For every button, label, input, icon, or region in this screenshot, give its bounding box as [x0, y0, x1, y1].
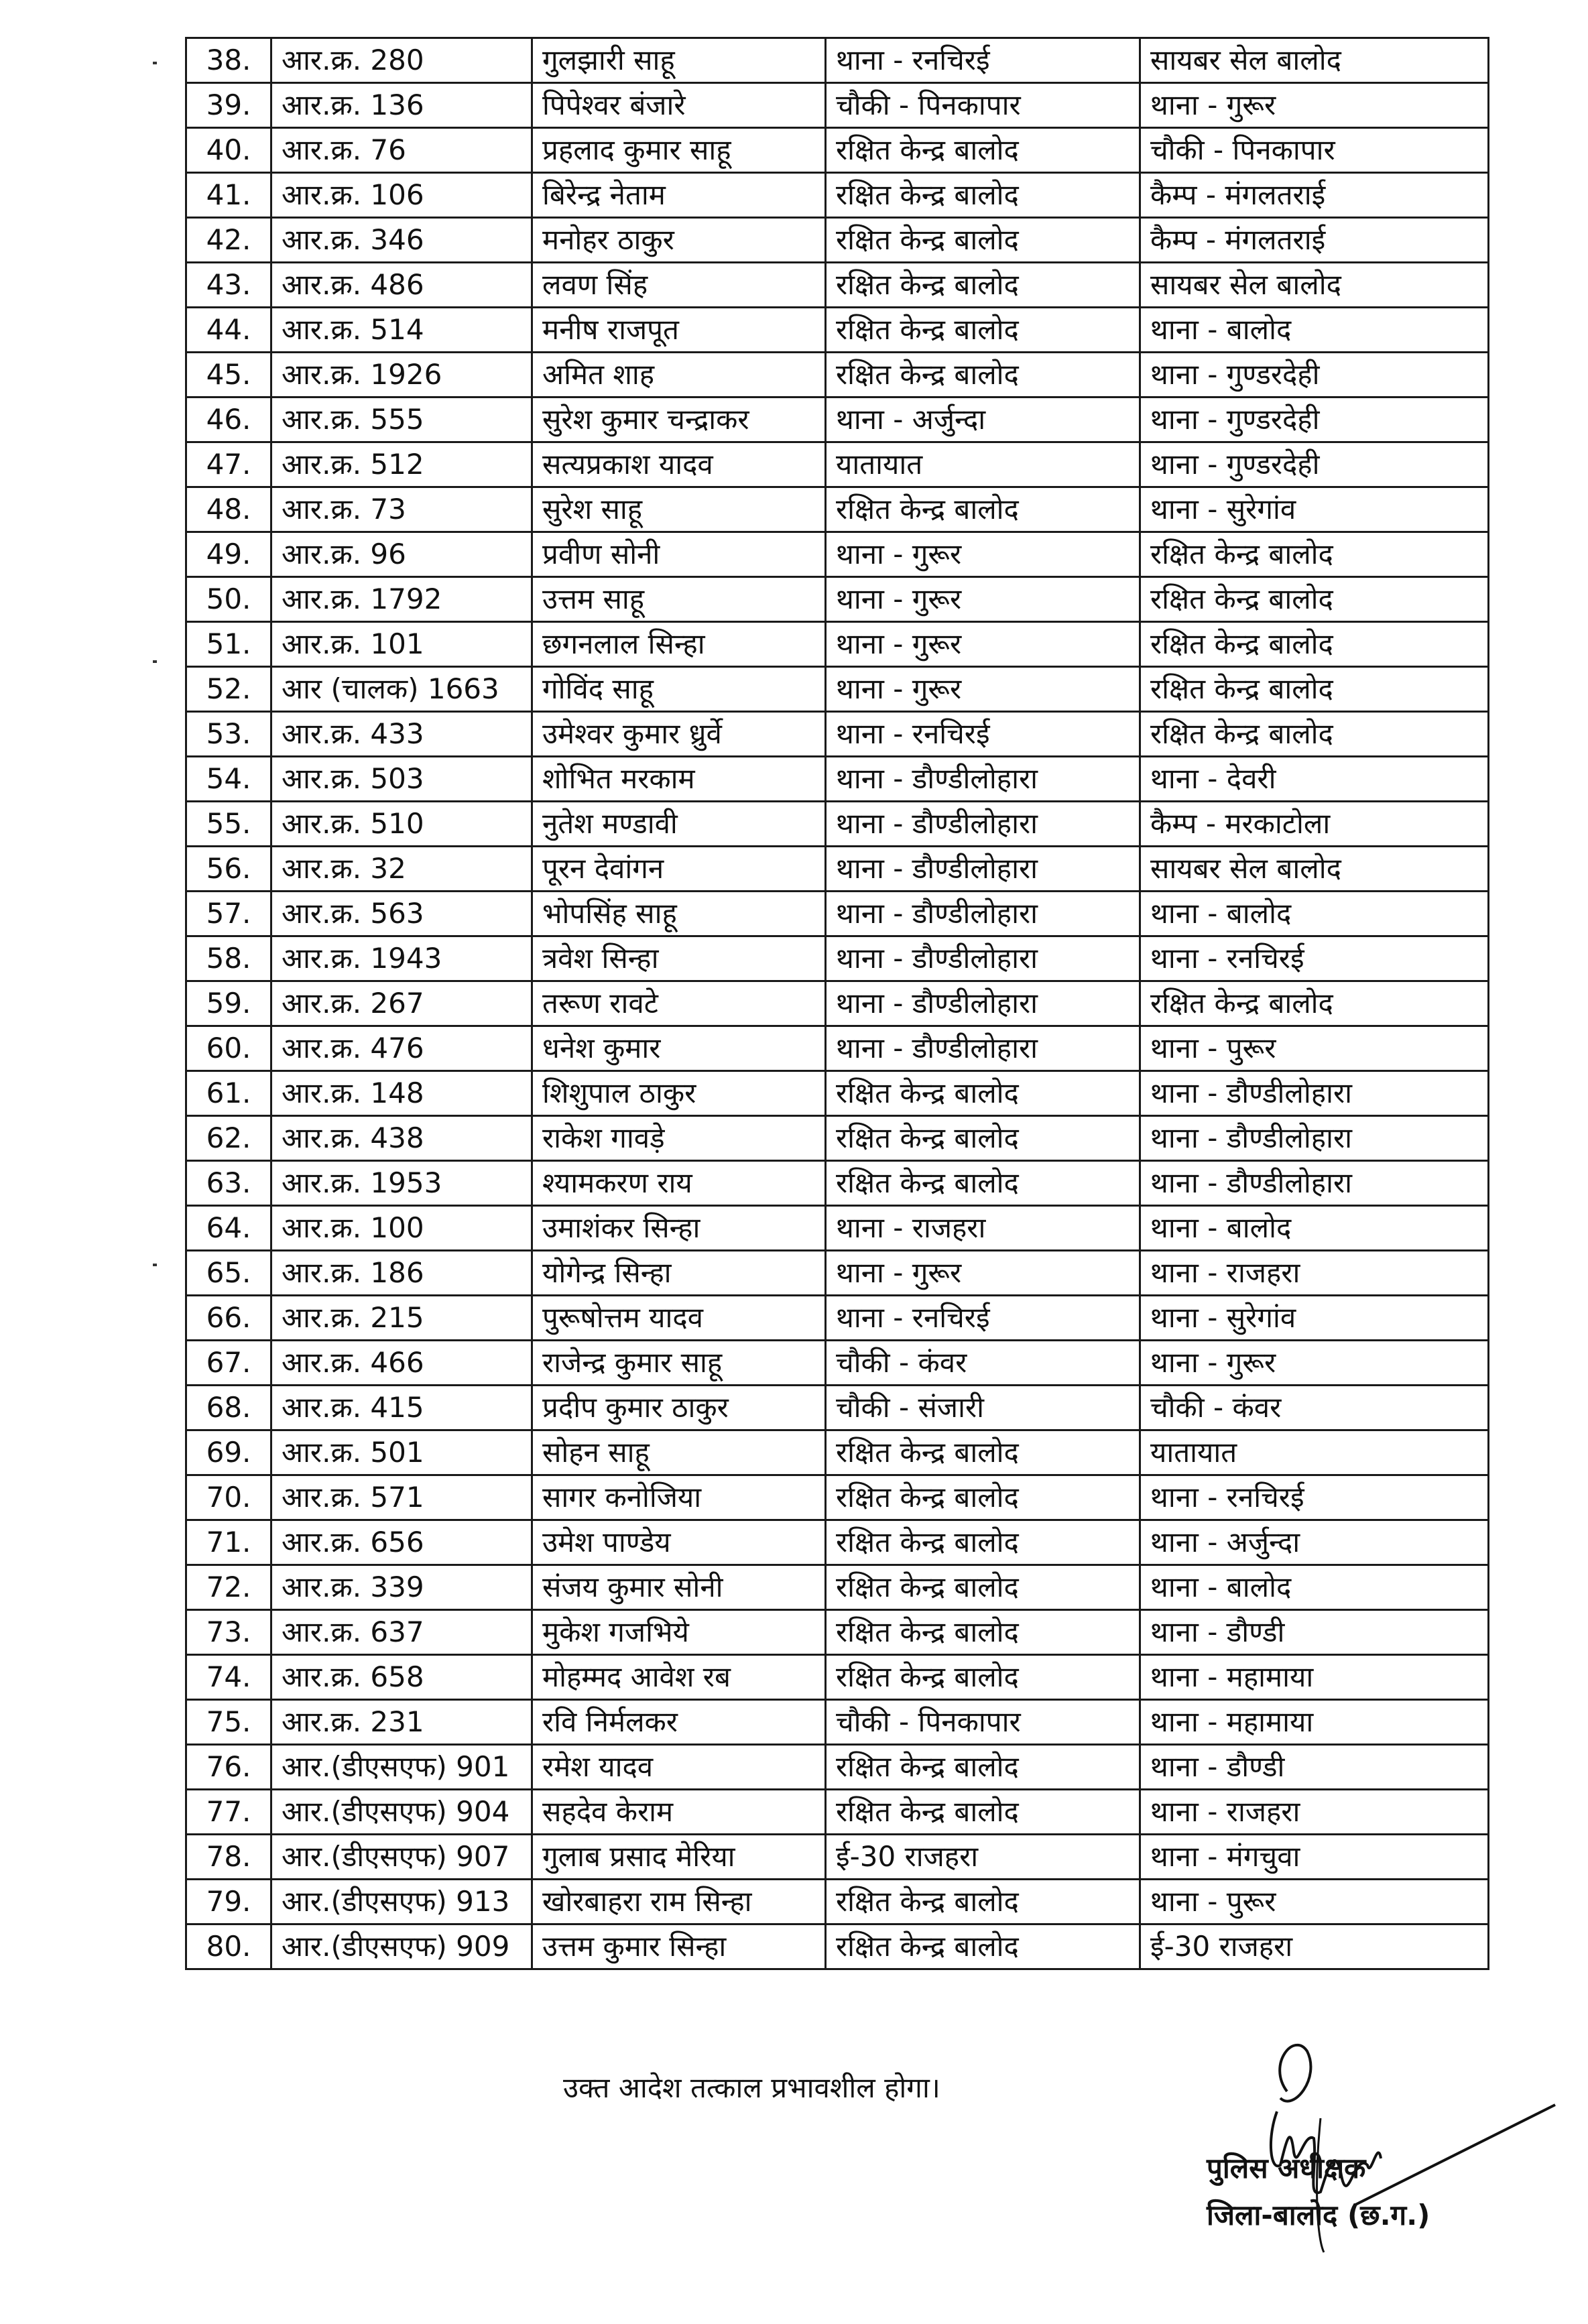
current-posting-cell: रक्षित केन्द्र बालोद [826, 1161, 1140, 1206]
serial-number-cell: 54. [186, 757, 271, 802]
new-posting-cell: थाना - सुरेगांव [1140, 1296, 1489, 1341]
current-posting-cell: थाना - रनचिरई [826, 1296, 1140, 1341]
employee-name-cell: श्यामकरण राय [532, 1161, 826, 1206]
current-posting-cell: थाना - डौण्डीलोहारा [826, 1026, 1140, 1071]
employee-name-cell: प्रवीण सोनी [532, 532, 826, 577]
new-posting-cell: थाना - डौण्डी [1140, 1610, 1489, 1655]
rank-number-cell: आर.क्र. 106 [271, 173, 532, 218]
new-posting-cell: थाना - देवरी [1140, 757, 1489, 802]
rank-number-cell: आर.क्र. 503 [271, 757, 532, 802]
new-posting-cell: रक्षित केन्द्र बालोद [1140, 622, 1489, 667]
rank-number-cell: आर.क्र. 267 [271, 981, 532, 1026]
rank-number-cell: आर.क्र. 231 [271, 1700, 532, 1745]
signatory-title: पुलिस अधीक्षक [1207, 2152, 1366, 2185]
new-posting-cell: थाना - राजहरा [1140, 1251, 1489, 1296]
serial-number-cell: 47. [186, 442, 271, 487]
new-posting-cell: थाना - रनचिरई [1140, 936, 1489, 981]
rank-number-cell: आर.क्र. 555 [271, 397, 532, 442]
current-posting-cell: रक्षित केन्द्र बालोद [826, 128, 1140, 173]
current-posting-cell: यातायात [826, 442, 1140, 487]
serial-number-cell: 69. [186, 1430, 271, 1475]
table-row [186, 1386, 1489, 1430]
rank-number-cell: आर.क्र. 658 [271, 1655, 532, 1700]
serial-number-cell: 56. [186, 847, 271, 892]
current-posting-cell: रक्षित केन्द्र बालोद [826, 173, 1140, 218]
new-posting-cell: थाना - डौण्डीलोहारा [1140, 1161, 1489, 1206]
current-posting-cell: थाना - अर्जुन्दा [826, 397, 1140, 442]
new-posting-cell: रक्षित केन्द्र बालोद [1140, 667, 1489, 712]
employee-name-cell: गुलाब प्रसाद मेरिया [532, 1835, 826, 1880]
employee-name-cell: लवण सिंह [532, 263, 826, 308]
serial-number-cell: 70. [186, 1475, 271, 1520]
rank-number-cell: आर.क्र. 433 [271, 712, 532, 757]
table-row [186, 263, 1489, 308]
table-row [186, 308, 1489, 353]
serial-number-cell: 51. [186, 622, 271, 667]
scan-mark [153, 62, 157, 64]
employee-name-cell: अमित शाह [532, 353, 826, 397]
current-posting-cell: रक्षित केन्द्र बालोद [826, 1790, 1140, 1835]
current-posting-cell: थाना - गुरूर [826, 577, 1140, 622]
employee-name-cell: शिशुपाल ठाकुर [532, 1071, 826, 1116]
rank-number-cell: आर.क्र. 501 [271, 1430, 532, 1475]
table-row [186, 667, 1489, 712]
table-row [186, 532, 1489, 577]
employee-name-cell: योगेन्द्र सिन्हा [532, 1251, 826, 1296]
employee-name-cell: खोरबाहरा राम सिन्हा [532, 1880, 826, 1924]
table-row [186, 1655, 1489, 1700]
new-posting-cell: रक्षित केन्द्र बालोद [1140, 577, 1489, 622]
rank-number-cell: आर.क्र. 100 [271, 1206, 532, 1251]
rank-number-cell: आर.क्र. 339 [271, 1565, 532, 1610]
table-row [186, 442, 1489, 487]
rank-number-cell: आर.क्र. 96 [271, 532, 532, 577]
current-posting-cell: थाना - डौण्डीलोहारा [826, 757, 1140, 802]
new-posting-cell: थाना - रनचिरई [1140, 1475, 1489, 1520]
new-posting-cell: थाना - डौण्डी [1140, 1745, 1489, 1790]
rank-number-cell: आर.क्र. 280 [271, 38, 532, 83]
rank-number-cell: आर.(डीएसएफ) 907 [271, 1835, 532, 1880]
table-row [186, 802, 1489, 847]
rank-number-cell: आर.क्र. 101 [271, 622, 532, 667]
serial-number-cell: 42. [186, 218, 271, 263]
employee-name-cell: मनोहर ठाकुर [532, 218, 826, 263]
employee-name-cell: राजेन्द्र कुमार साहू [532, 1341, 826, 1386]
rank-number-cell: आर.(डीएसएफ) 904 [271, 1790, 532, 1835]
rank-number-cell: आर.(डीएसएफ) 901 [271, 1745, 532, 1790]
new-posting-cell: कैम्प - मंगलतराई [1140, 173, 1489, 218]
serial-number-cell: 71. [186, 1520, 271, 1565]
employee-name-cell: सुरेश साहू [532, 487, 826, 532]
serial-number-cell: 68. [186, 1386, 271, 1430]
employee-name-cell: राकेश गावड़े [532, 1116, 826, 1161]
employee-name-cell: रवि निर्मलकर [532, 1700, 826, 1745]
current-posting-cell: रक्षित केन्द्र बालोद [826, 263, 1140, 308]
table-row [186, 1924, 1489, 1969]
current-posting-cell: रक्षित केन्द्र बालोद [826, 1924, 1140, 1969]
rank-number-cell: आर.क्र. 476 [271, 1026, 532, 1071]
serial-number-cell: 62. [186, 1116, 271, 1161]
closing-statement: उक्त आदेश तत्काल प्रभावशील होगा। [563, 2071, 940, 2104]
table-row [186, 1790, 1489, 1835]
employee-name-cell: धनेश कुमार [532, 1026, 826, 1071]
current-posting-cell: थाना - डौण्डीलोहारा [826, 802, 1140, 847]
employee-name-cell: छगनलाल सिन्हा [532, 622, 826, 667]
table-row [186, 1161, 1489, 1206]
signatory-district: जिला-बालोद (छ.ग.) [1207, 2199, 1430, 2231]
new-posting-cell: थाना - पुरूर [1140, 1026, 1489, 1071]
employee-name-cell: तरूण रावटे [532, 981, 826, 1026]
current-posting-cell: चौकी - कंवर [826, 1341, 1140, 1386]
table-row [186, 1251, 1489, 1296]
serial-number-cell: 73. [186, 1610, 271, 1655]
table-row [186, 622, 1489, 667]
rank-number-cell: आर.क्र. 514 [271, 308, 532, 353]
serial-number-cell: 55. [186, 802, 271, 847]
rank-number-cell: आर.क्र. 1953 [271, 1161, 532, 1206]
employee-name-cell: सत्यप्रकाश यादव [532, 442, 826, 487]
table-row [186, 1610, 1489, 1655]
current-posting-cell: रक्षित केन्द्र बालोद [826, 1475, 1140, 1520]
serial-number-cell: 45. [186, 353, 271, 397]
serial-number-cell: 52. [186, 667, 271, 712]
employee-name-cell: उत्तम साहू [532, 577, 826, 622]
rank-number-cell: आर.क्र. 1792 [271, 577, 532, 622]
serial-number-cell: 74. [186, 1655, 271, 1700]
employee-name-cell: उमेश पाण्डेय [532, 1520, 826, 1565]
current-posting-cell: रक्षित केन्द्र बालोद [826, 1520, 1140, 1565]
current-posting-cell: थाना - गुरूर [826, 532, 1140, 577]
current-posting-cell: थाना - रनचिरई [826, 712, 1140, 757]
table-row [186, 892, 1489, 936]
new-posting-cell: यातायात [1140, 1430, 1489, 1475]
rank-number-cell: आर.क्र. 563 [271, 892, 532, 936]
table-row [186, 1745, 1489, 1790]
serial-number-cell: 78. [186, 1835, 271, 1880]
table-row [186, 847, 1489, 892]
serial-number-cell: 49. [186, 532, 271, 577]
employee-name-cell: पुरूषोत्तम यादव [532, 1296, 826, 1341]
current-posting-cell: थाना - गुरूर [826, 1251, 1140, 1296]
employee-name-cell: सुरेश कुमार चन्द्राकर [532, 397, 826, 442]
table-row [186, 981, 1489, 1026]
employee-name-cell: गुलझारी साहू [532, 38, 826, 83]
current-posting-cell: रक्षित केन्द्र बालोद [826, 308, 1140, 353]
current-posting-cell: थाना - गुरूर [826, 622, 1140, 667]
current-posting-cell: रक्षित केन्द्र बालोद [826, 1610, 1140, 1655]
table-row [186, 1026, 1489, 1071]
serial-number-cell: 41. [186, 173, 271, 218]
current-posting-cell: थाना - डौण्डीलोहारा [826, 892, 1140, 936]
table-row [186, 1520, 1489, 1565]
current-posting-cell: थाना - गुरूर [826, 667, 1140, 712]
new-posting-cell: कैम्प - मंगलतराई [1140, 218, 1489, 263]
employee-name-cell: सोहन साहू [532, 1430, 826, 1475]
rank-number-cell: आर.क्र. 438 [271, 1116, 532, 1161]
scan-mark [153, 1264, 157, 1266]
current-posting-cell: रक्षित केन्द्र बालोद [826, 1116, 1140, 1161]
employee-name-cell: प्रहलाद कुमार साहू [532, 128, 826, 173]
employee-name-cell: त्रवेश सिन्हा [532, 936, 826, 981]
current-posting-cell: थाना - डौण्डीलोहारा [826, 981, 1140, 1026]
current-posting-cell: रक्षित केन्द्र बालोद [826, 1071, 1140, 1116]
table-row [186, 1116, 1489, 1161]
table-row [186, 1296, 1489, 1341]
employee-name-cell: पिपेश्वर बंजारे [532, 83, 826, 128]
new-posting-cell: सायबर सेल बालोद [1140, 38, 1489, 83]
employee-name-cell: गोविंद साहू [532, 667, 826, 712]
new-posting-cell: रक्षित केन्द्र बालोद [1140, 532, 1489, 577]
employee-name-cell: पूरन देवांगन [532, 847, 826, 892]
new-posting-cell: चौकी - पिनकापार [1140, 128, 1489, 173]
rank-number-cell: आर.क्र. 415 [271, 1386, 532, 1430]
current-posting-cell: रक्षित केन्द्र बालोद [826, 487, 1140, 532]
serial-number-cell: 64. [186, 1206, 271, 1251]
serial-number-cell: 67. [186, 1341, 271, 1386]
serial-number-cell: 61. [186, 1071, 271, 1116]
serial-number-cell: 59. [186, 981, 271, 1026]
table-row [186, 1430, 1489, 1475]
serial-number-cell: 39. [186, 83, 271, 128]
serial-number-cell: 58. [186, 936, 271, 981]
table-row [186, 1700, 1489, 1745]
employee-name-cell: मोहम्मद आवेश रब [532, 1655, 826, 1700]
new-posting-cell: ई-30 राजहरा [1140, 1924, 1489, 1969]
new-posting-cell: थाना - बालोद [1140, 892, 1489, 936]
new-posting-cell: थाना - बालोद [1140, 308, 1489, 353]
table-row [186, 353, 1489, 397]
rank-number-cell: आर.क्र. 1926 [271, 353, 532, 397]
table-row [186, 1565, 1489, 1610]
new-posting-cell: थाना - गुण्डरदेही [1140, 397, 1489, 442]
new-posting-cell: थाना - मंगचुवा [1140, 1835, 1489, 1880]
new-posting-cell: चौकी - कंवर [1140, 1386, 1489, 1430]
serial-number-cell: 77. [186, 1790, 271, 1835]
new-posting-cell: थाना - महामाया [1140, 1700, 1489, 1745]
rank-number-cell: आर.क्र. 656 [271, 1520, 532, 1565]
employee-name-cell: उत्तम कुमार सिन्हा [532, 1924, 826, 1969]
rank-number-cell: आर.क्र. 1943 [271, 936, 532, 981]
current-posting-cell: थाना - राजहरा [826, 1206, 1140, 1251]
current-posting-cell: रक्षित केन्द्र बालोद [826, 218, 1140, 263]
new-posting-cell: थाना - गुरूर [1140, 1341, 1489, 1386]
rank-number-cell: आर.क्र. 571 [271, 1475, 532, 1520]
new-posting-cell: सायबर सेल बालोद [1140, 263, 1489, 308]
serial-number-cell: 46. [186, 397, 271, 442]
employee-name-cell: उमेश्वर कुमार ध्रुर्वे [532, 712, 826, 757]
rank-number-cell: आर.क्र. 510 [271, 802, 532, 847]
table-row [186, 1475, 1489, 1520]
rank-number-cell: आर.क्र. 637 [271, 1610, 532, 1655]
rank-number-cell: आर.क्र. 136 [271, 83, 532, 128]
employee-name-cell: रमेश यादव [532, 1745, 826, 1790]
employee-name-cell: मुकेश गजभिये [532, 1610, 826, 1655]
employee-name-cell: सागर कनोजिया [532, 1475, 826, 1520]
table-row [186, 577, 1489, 622]
employee-name-cell: संजय कुमार सोनी [532, 1565, 826, 1610]
current-posting-cell: चौकी - पिनकापार [826, 1700, 1140, 1745]
serial-number-cell: 65. [186, 1251, 271, 1296]
new-posting-cell: थाना - अर्जुन्दा [1140, 1520, 1489, 1565]
table-row [186, 712, 1489, 757]
serial-number-cell: 72. [186, 1565, 271, 1610]
serial-number-cell: 38. [186, 38, 271, 83]
serial-number-cell: 50. [186, 577, 271, 622]
serial-number-cell: 63. [186, 1161, 271, 1206]
new-posting-cell: थाना - सुरेगांव [1140, 487, 1489, 532]
serial-number-cell: 48. [186, 487, 271, 532]
new-posting-cell: रक्षित केन्द्र बालोद [1140, 712, 1489, 757]
new-posting-cell: थाना - गुरूर [1140, 83, 1489, 128]
current-posting-cell: रक्षित केन्द्र बालोद [826, 1430, 1140, 1475]
rank-number-cell: आर.(डीएसएफ) 913 [271, 1880, 532, 1924]
table-row [186, 1071, 1489, 1116]
serial-number-cell: 80. [186, 1924, 271, 1969]
serial-number-cell: 57. [186, 892, 271, 936]
rank-number-cell: आर.क्र. 466 [271, 1341, 532, 1386]
rank-number-cell: आर.क्र. 76 [271, 128, 532, 173]
new-posting-cell: थाना - पुरूर [1140, 1880, 1489, 1924]
employee-name-cell: बिरेन्द्र नेताम [532, 173, 826, 218]
new-posting-cell: थाना - बालोद [1140, 1206, 1489, 1251]
table-row [186, 397, 1489, 442]
serial-number-cell: 53. [186, 712, 271, 757]
rank-number-cell: आर.क्र. 186 [271, 1251, 532, 1296]
rank-number-cell: आर.क्र. 32 [271, 847, 532, 892]
serial-number-cell: 44. [186, 308, 271, 353]
new-posting-cell: कैम्प - मरकाटोला [1140, 802, 1489, 847]
new-posting-cell: थाना - डौण्डीलोहारा [1140, 1071, 1489, 1116]
table-row [186, 38, 1489, 83]
current-posting-cell: रक्षित केन्द्र बालोद [826, 1880, 1140, 1924]
table-row [186, 173, 1489, 218]
new-posting-cell: थाना - राजहरा [1140, 1790, 1489, 1835]
current-posting-cell: थाना - डौण्डीलोहारा [826, 847, 1140, 892]
table-row [186, 1835, 1489, 1880]
new-posting-cell: थाना - गुण्डरदेही [1140, 353, 1489, 397]
new-posting-cell: थाना - बालोद [1140, 1565, 1489, 1610]
new-posting-cell: सायबर सेल बालोद [1140, 847, 1489, 892]
table-row [186, 936, 1489, 981]
new-posting-cell: थाना - महामाया [1140, 1655, 1489, 1700]
rank-number-cell: आर.क्र. 512 [271, 442, 532, 487]
current-posting-cell: रक्षित केन्द्र बालोद [826, 1655, 1140, 1700]
current-posting-cell: चौकी - पिनकापार [826, 83, 1140, 128]
employee-name-cell: प्रदीप कुमार ठाकुर [532, 1386, 826, 1430]
table-row [186, 83, 1489, 128]
current-posting-cell: थाना - डौण्डीलोहारा [826, 936, 1140, 981]
employee-name-cell: भोपसिंह साहू [532, 892, 826, 936]
serial-number-cell: 40. [186, 128, 271, 173]
serial-number-cell: 43. [186, 263, 271, 308]
serial-number-cell: 66. [186, 1296, 271, 1341]
transfer-list-table [185, 37, 1489, 1970]
rank-number-cell: आर.क्र. 486 [271, 263, 532, 308]
employee-name-cell: शोभित मरकाम [532, 757, 826, 802]
table-row [186, 1341, 1489, 1386]
employee-name-cell: उमाशंकर सिन्हा [532, 1206, 826, 1251]
current-posting-cell: रक्षित केन्द्र बालोद [826, 353, 1140, 397]
rank-number-cell: आर (चालक) 1663 [271, 667, 532, 712]
serial-number-cell: 75. [186, 1700, 271, 1745]
table-row [186, 1206, 1489, 1251]
table-row [186, 487, 1489, 532]
table-row [186, 757, 1489, 802]
rank-number-cell: आर.क्र. 148 [271, 1071, 532, 1116]
current-posting-cell: चौकी - संजारी [826, 1386, 1140, 1430]
rank-number-cell: आर.क्र. 73 [271, 487, 532, 532]
new-posting-cell: थाना - गुण्डरदेही [1140, 442, 1489, 487]
rank-number-cell: आर.क्र. 215 [271, 1296, 532, 1341]
serial-number-cell: 60. [186, 1026, 271, 1071]
current-posting-cell: रक्षित केन्द्र बालोद [826, 1565, 1140, 1610]
table-row [186, 218, 1489, 263]
new-posting-cell: रक्षित केन्द्र बालोद [1140, 981, 1489, 1026]
current-posting-cell: रक्षित केन्द्र बालोद [826, 1745, 1140, 1790]
current-posting-cell: ई-30 राजहरा [826, 1835, 1140, 1880]
scan-mark [153, 660, 157, 663]
rank-number-cell: आर.(डीएसएफ) 909 [271, 1924, 532, 1969]
current-posting-cell: थाना - रनचिरई [826, 38, 1140, 83]
rank-number-cell: आर.क्र. 346 [271, 218, 532, 263]
table-row [186, 1880, 1489, 1924]
new-posting-cell: थाना - डौण्डीलोहारा [1140, 1116, 1489, 1161]
employee-name-cell: नुतेश मण्डावी [532, 802, 826, 847]
employee-name-cell: मनीष राजपूत [532, 308, 826, 353]
table-row [186, 128, 1489, 173]
serial-number-cell: 79. [186, 1880, 271, 1924]
serial-number-cell: 76. [186, 1745, 271, 1790]
employee-name-cell: सहदेव केराम [532, 1790, 826, 1835]
